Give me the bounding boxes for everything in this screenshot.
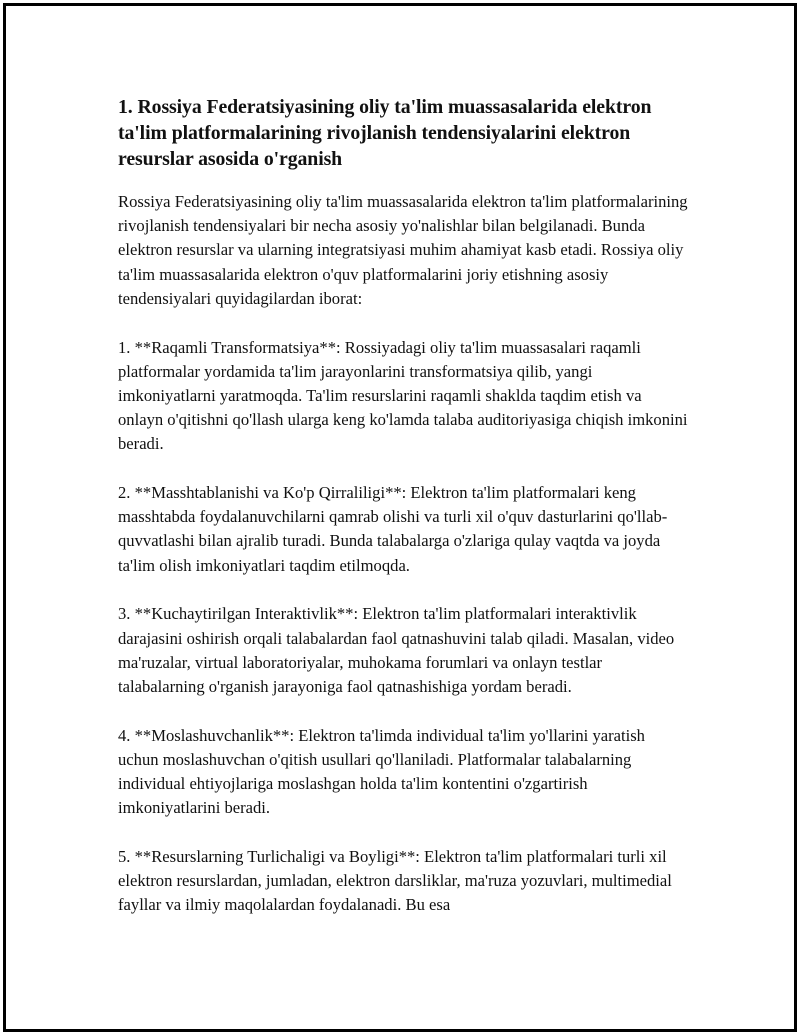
paragraph-flexibility: 4. **Moslashuvchanlik**: Elektron ta'limda individual ta'lim yo'llarini yaratish uchun moslashuvchan o'qitish usullari qo'llaniladi. Platformalar talabalarning individual ehtiyojlariga moslashgan holda ta'lim kontentini o'zgartirish imkoniyatlarini beradi. <box>118 725 645 818</box>
paragraph-interactivity: 3. **Kuchaytirilgan Interaktivlik**: Elektron ta'lim platformalari interaktivlik darajasini oshirish orqali talabalardan faol qatnashuvini talab qiladi. Masalan, video ma'ruzalar, virtual laboratoriyalar, muhokama forumlari va onlayn testlar talabalarning o'rganish jarayoniga faol qatnashishiga yordam beradi. <box>118 604 675 696</box>
document-title: 1. Rossiya Federatsiyasining oliy ta'lim muassasalarida elektron ta'lim platformalarining rivojlanish tendensiyalarini elektron resurslar asosida o'rganish <box>118 96 652 170</box>
paragraph-resources: 5. **Resurslarning Turlichaligi va Boyligi**: Elektron ta'lim platformalari turli xil elektron resurslardan, jumladan, elektron darsliklar, ma'ruza yozuvlari, multimedial fayllar va ilmiy maqolalardan foydalanadi. Bu esa <box>118 846 672 915</box>
paragraph-digital-transformation: 1. **Raqamli Transformatsiya**: Rossiyadagi oliy ta'lim muassasalari raqamli platformalar yordamida ta'lim jarayonlarini transformatsiya qilib, yangi imkoniyatlarni yaratmoqda. Ta'lim resurslarini raqamli shaklda taqdim etish va onlayn o'qitishni qo'llash ularga keng ko'lamda talaba auditoriyasiga chiqish imkonini beradi. <box>118 337 688 454</box>
paragraph-scalability: 2. **Masshtablanishi va Ko'p Qirraliligi**: Elektron ta'lim platformalari keng masshtabda foydalanuvchilarni qamrab olishi va turli xil o'quv dasturlarini qo'llab-quvvatlashi bilan ajralib turadi. Bunda talabalarga o'zlariga qulay vaqtda va joyda ta'lim olish imkoniyatlari taqdim etilmoqda. <box>118 483 668 575</box>
document-body <box>118 94 688 918</box>
intro-paragraph: Rossiya Federatsiyasining oliy ta'lim muassasalarida elektron ta'lim platformalarining rivojlanish tendensiyalari bir necha asosiy yo'nalishlar bilan belgilanadi. Bunda elektron resurslar va ularning integratsiyasi muhim ahamiyat kasb etadi. Rossiya oliy ta'lim muassasalarida elektron o'quv platformalarini joriy etishning asosiy tendensiyalari quyidagilardan iborat: <box>118 192 688 308</box>
